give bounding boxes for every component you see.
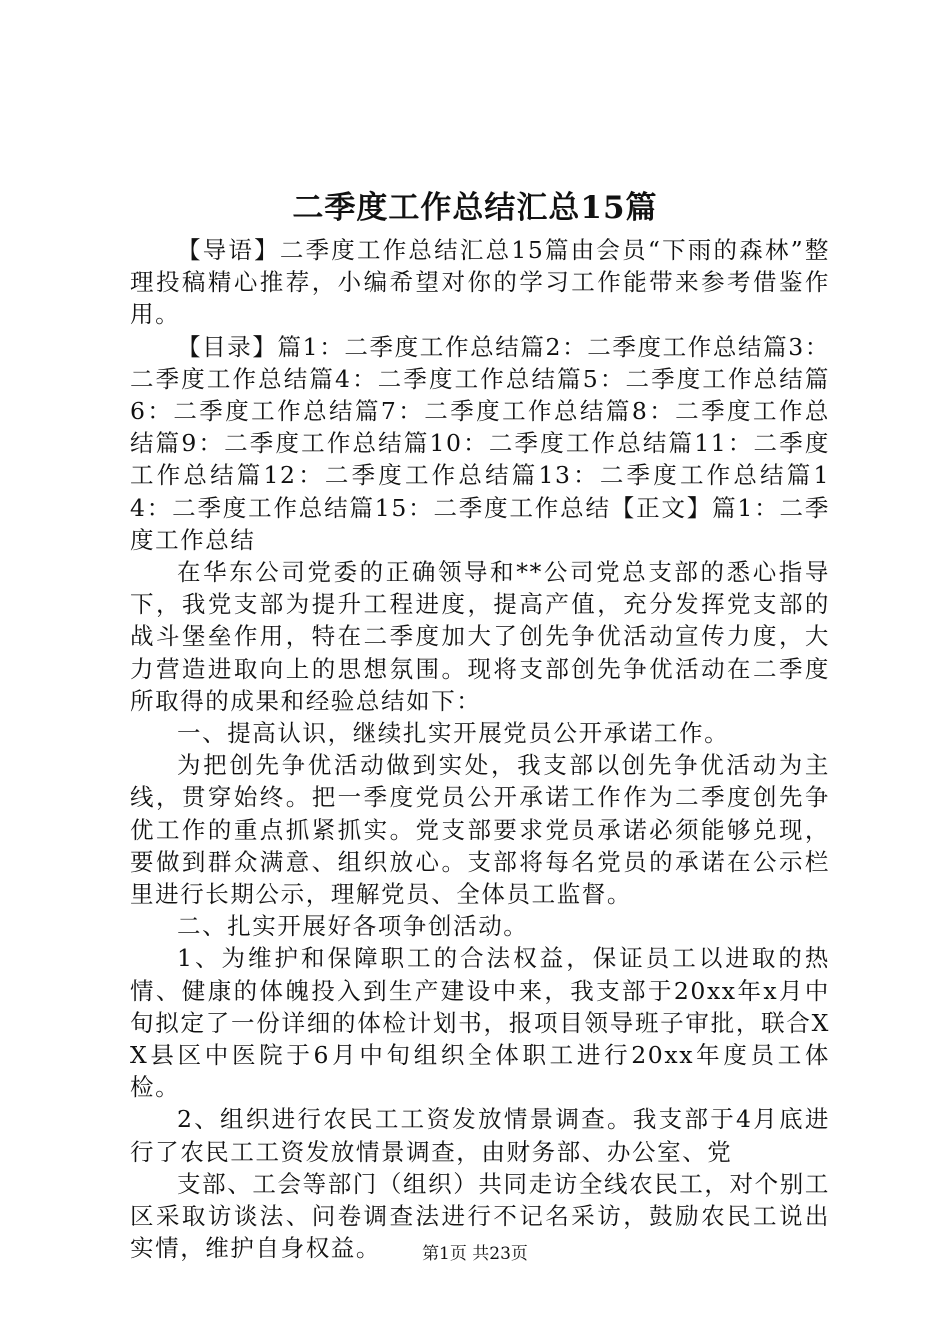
section-heading: 一、提高认识，继续扎实开展党员公开承诺工作。 [177, 719, 730, 748]
toc-paragraph: 【目录】篇1：二季度工作总结篇2：二季度工作总结篇3：二季度工作总结篇4：二季度工作总结篇5：二季度工作总结篇6：二季度工作总结篇7：二季度工作总结篇8：二季度工作总结篇9：二季度工作总结篇10：二季度工作总结篇11：二季度工作总结篇12：二季度工作总结篇13：二季度工作总结篇14：二季度工作总结篇15：二季度工作总结【正文】篇1：二季度工作总结 [130, 332, 830, 554]
body-paragraph: 支部、工会等部门（组织）共同走访全线农民工，对个别工区采取访谈法、问卷调查法进行不记名采访，鼓励农民工说出实情，维护自身权益。 [130, 1169, 830, 1263]
section-heading: 二、扎实开展好各项争创活动。 [177, 912, 529, 941]
intro-paragraph: 【导语】二季度工作总结汇总15篇由会员“下雨的森林”整理投稿精心推荐，小编希望对你的学习工作能带来参考借鉴作用。 [130, 236, 830, 329]
body-paragraph: 在华东公司党委的正确领导和**公司党总支部的悉心指导下，我党支部为提升工程进度，提高产值，充分发挥党支部的战斗堡垒作用，特在二季度加大了创先争优活动宣传力度，大力营造进取向上的思想氛围。现将支部创先争优活动在二季度所取得的成果和经验总结如下： [130, 558, 830, 715]
page-footer: 第1页 共23页 [422, 1244, 528, 1264]
body-paragraph: 2、组织进行农民工工资发放情景调查。我支部于4月底进行了农民工工资发放情景调查，由财务部、办公室、党 [130, 1105, 830, 1166]
body-paragraph: 1、为维护和保障职工的合法权益，保证员工以进取的热情、健康的体魄投入到生产建设中来，我支部于20xx年x月中旬拟定了一份详细的体检计划书，报项目领导班子审批，联合XX县区中医院于6月中旬组织全体职工进行20xx年度员工体检。 [130, 944, 830, 1102]
body-paragraph: 为把创先争优活动做到实处，我支部以创先争优活动为主线，贯穿始终。把一季度党员公开承诺工作作为二季度创先争优工作的重点抓紧抓实。党支部要求党员承诺必须能够兑现，要做到群众满意、组织放心。支部将每名党员的承诺在公示栏里进行长期公示，理解党员、全体员工监督。 [130, 751, 830, 909]
document-title: 二季度工作总结汇总15篇 [292, 190, 658, 226]
document-body [130, 234, 830, 1265]
